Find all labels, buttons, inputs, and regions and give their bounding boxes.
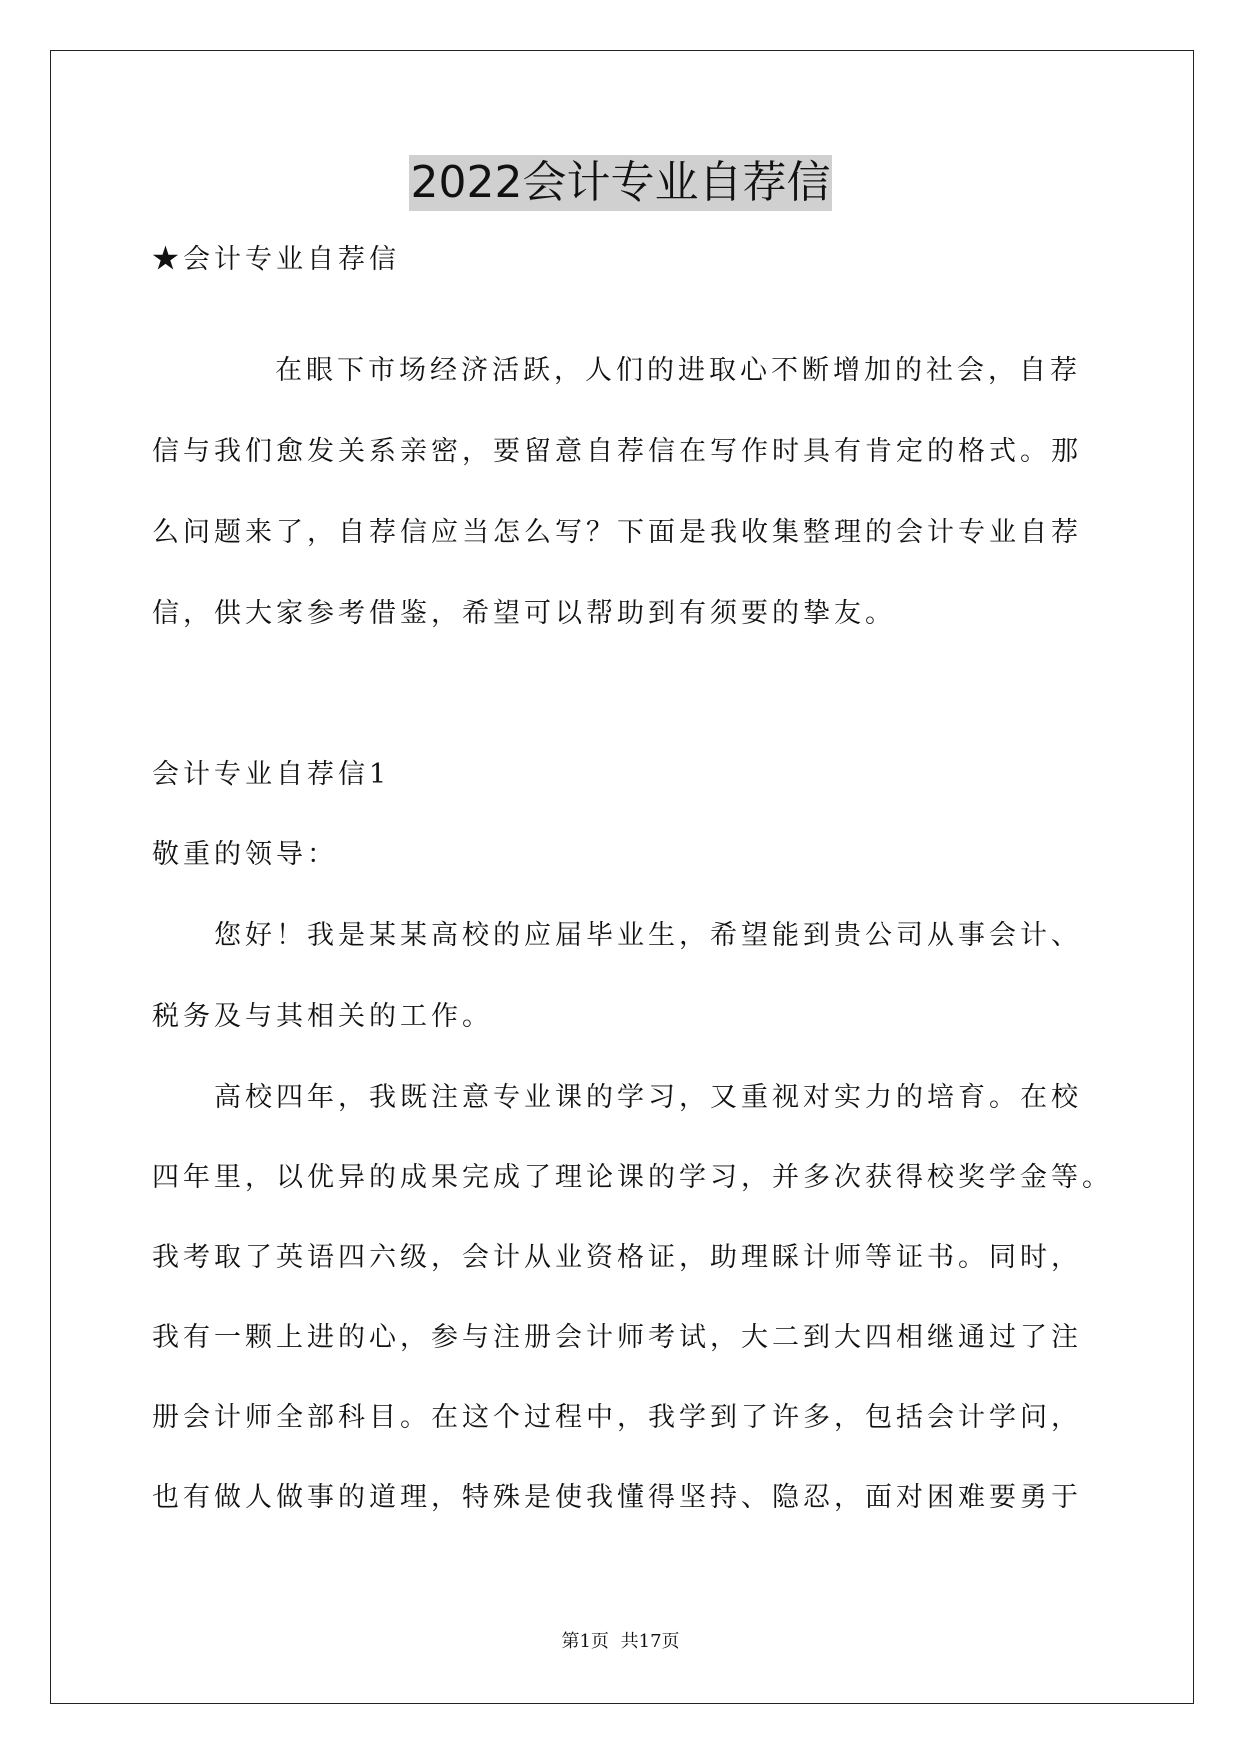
paragraph-line: 信与我们愈发关系亲密，要留意自荐信在写作时具有肯定的格式。那 xyxy=(152,436,1082,467)
section-heading: ★会计专业自荐信 xyxy=(152,244,400,275)
paragraph-line: 四年里，以优异的成果完成了理论课的学习，并多次获得校奖学金等。 xyxy=(152,1162,1113,1193)
paragraph-line: 我考取了英语四六级，会计从业资格证，助理睬计师等证书。同时， xyxy=(152,1242,1082,1273)
paragraph-line: 在眼下市场经济活跃，人们的进取心不断增加的社会，自荐 xyxy=(275,355,1081,386)
paragraph-line: 信，供大家参考借鉴，希望可以帮助到有须要的挚友。 xyxy=(152,598,896,629)
salutation: 敬重的领导： xyxy=(152,839,338,870)
paragraph-line: 么问题来了，自荐信应当怎么写？下面是我收集整理的会计专业自荐 xyxy=(152,517,1082,548)
document-title: 2022会计专业自荐信 xyxy=(409,155,833,211)
paragraph-line: 册会计师全部科目。在这个过程中，我学到了许多，包括会计学问， xyxy=(152,1402,1082,1433)
title-container xyxy=(0,155,1241,211)
letter-heading: 会计专业自荐信1 xyxy=(152,759,391,790)
paragraph-line: 我有一颗上进的心，参与注册会计师考试，大二到大四相继通过了注 xyxy=(152,1322,1082,1353)
paragraph-line: 高校四年，我既注意专业课的学习，又重视对实力的培育。在校 xyxy=(214,1082,1082,1113)
page-border xyxy=(50,50,1194,1704)
paragraph-line: 税务及与其相关的工作。 xyxy=(152,1001,493,1032)
paragraph-line: 也有做人做事的道理，特殊是使我懂得坚持、隐忍，面对困难要勇于 xyxy=(152,1482,1082,1513)
paragraph-line: 您好！我是某某高校的应届毕业生，希望能到贵公司从事会计、 xyxy=(214,920,1082,951)
page-footer: 第1页 共17页 xyxy=(561,1631,680,1652)
